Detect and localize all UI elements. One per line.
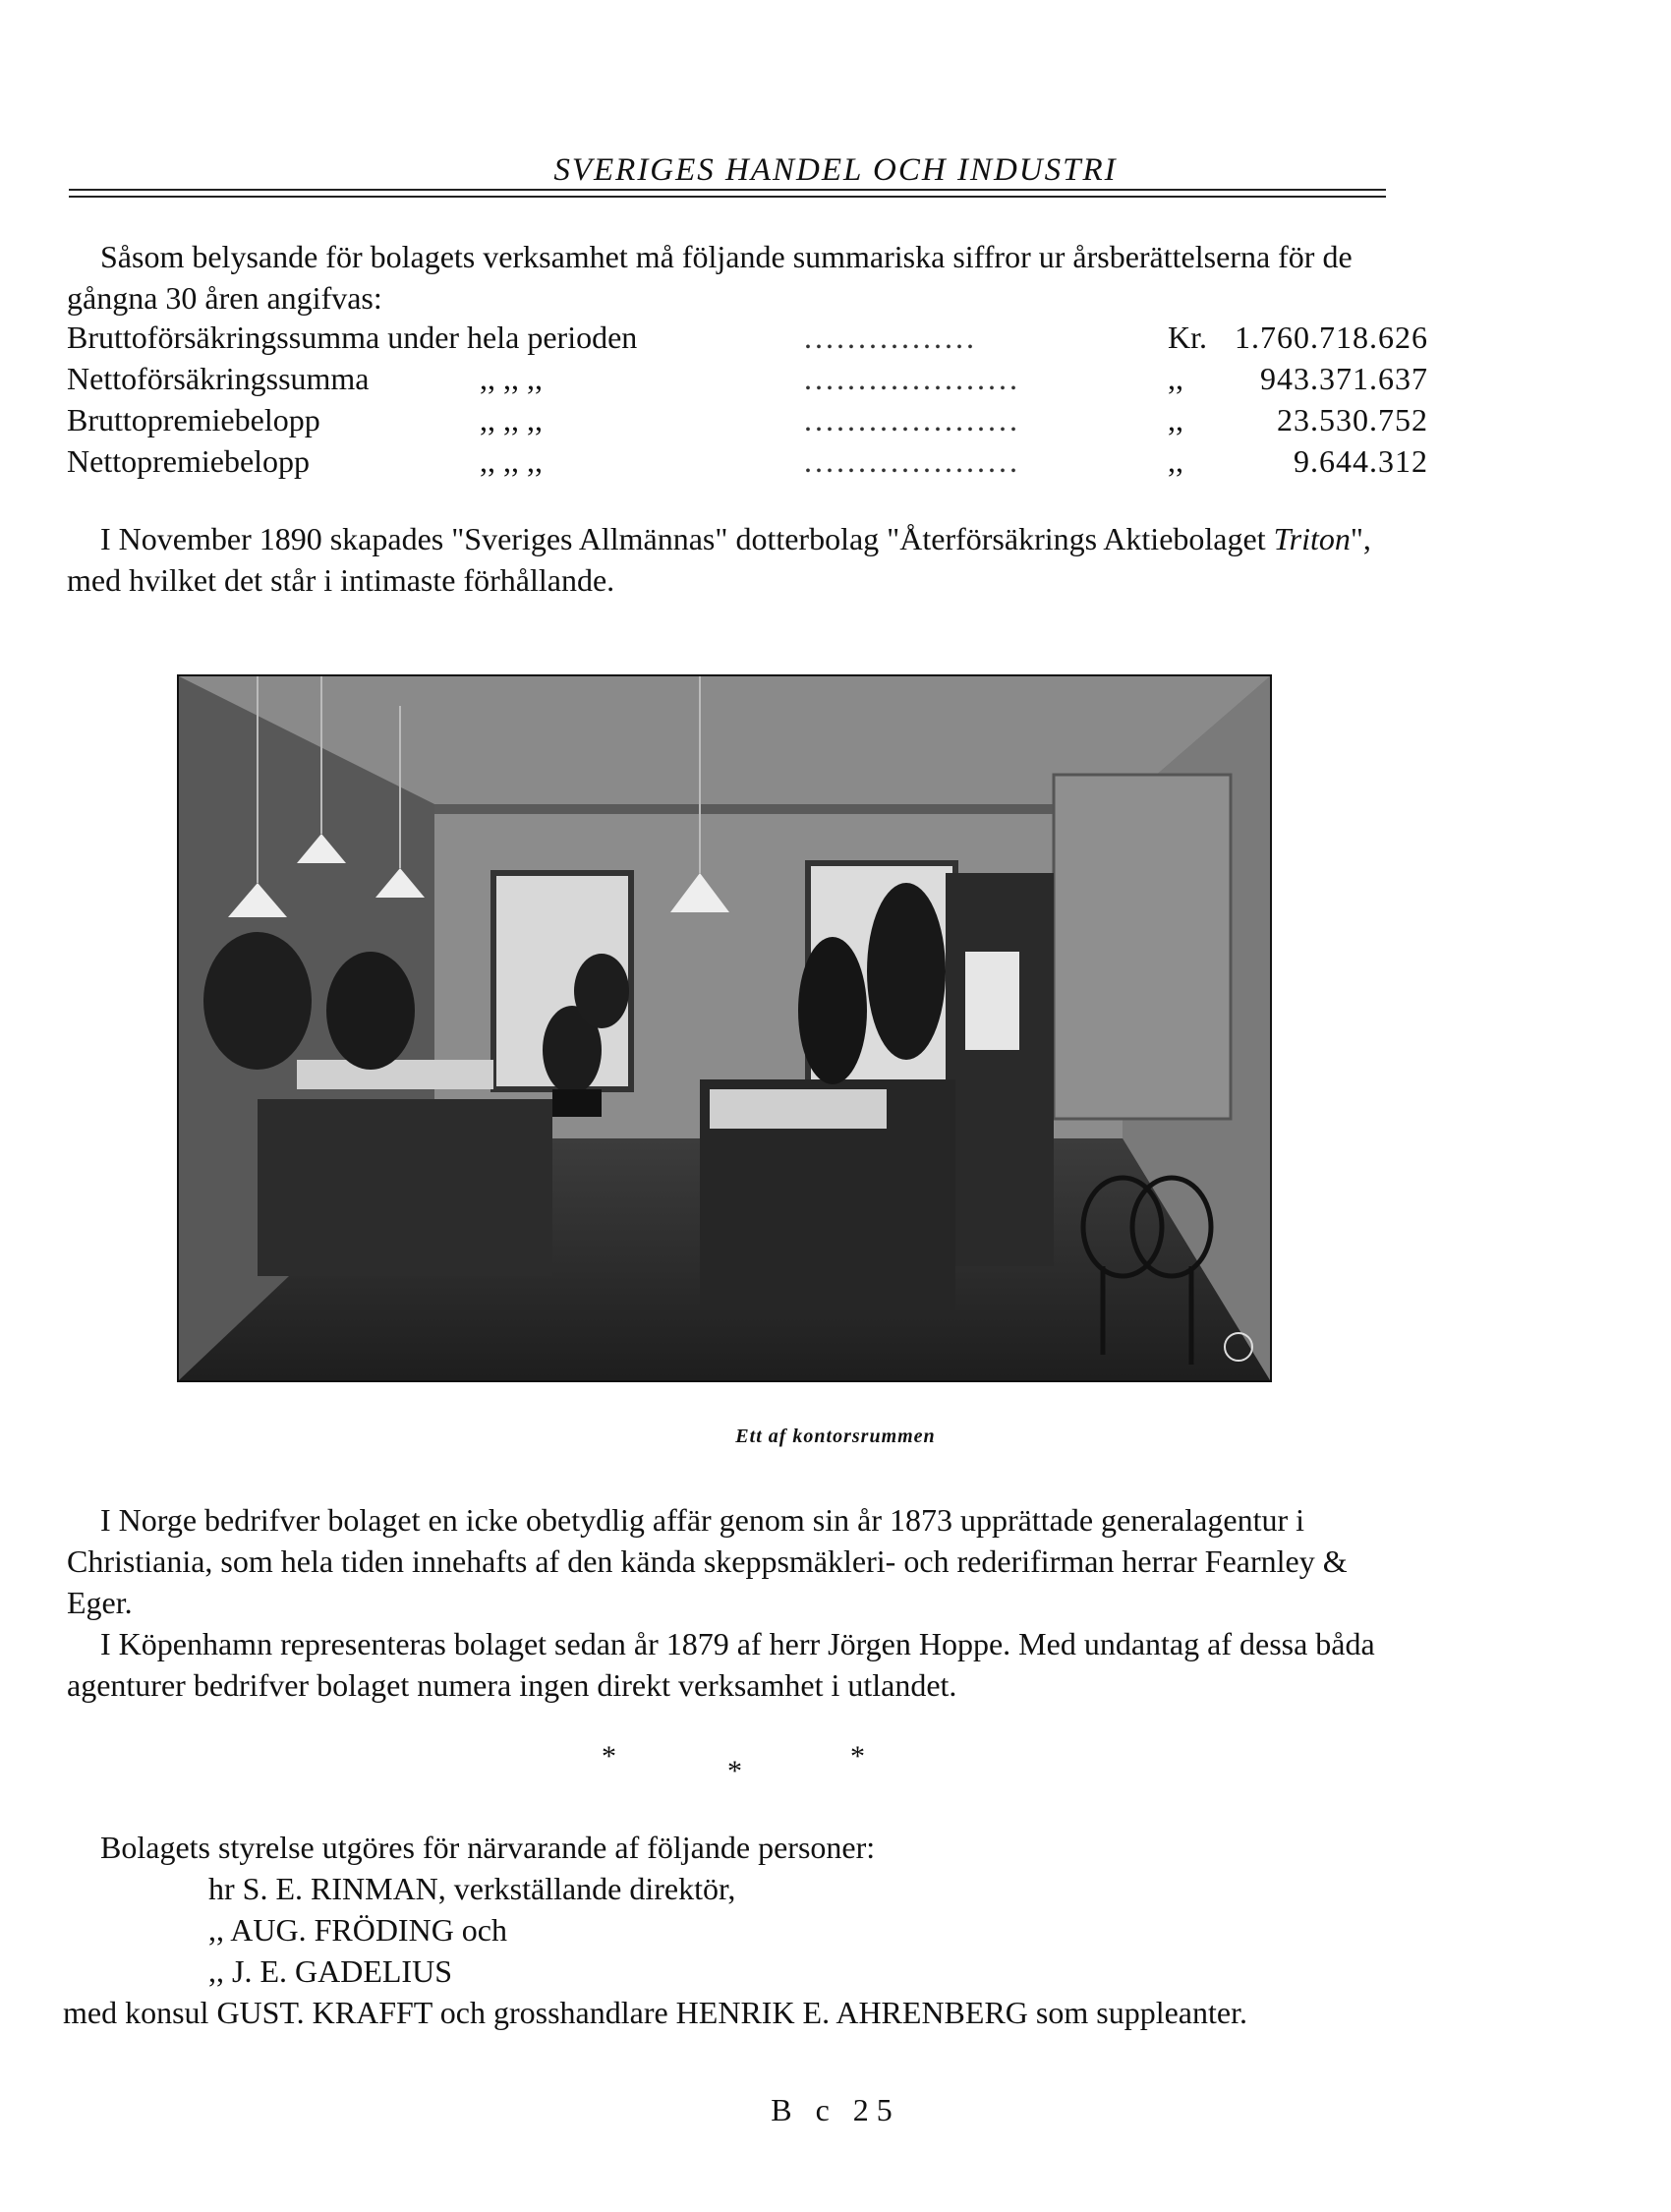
page-folio: B c 25 xyxy=(771,2092,900,2127)
ditto-marks: ,, ,, ,, xyxy=(480,443,543,479)
leader-dots: .................... xyxy=(804,402,1020,437)
currency-ditto: ,, xyxy=(1168,443,1183,479)
figure-label: Nettopremiebelopp xyxy=(67,443,311,479)
figures-row xyxy=(67,361,1428,402)
triton-text-before: I November 1890 skapades "Sveriges Allmännas" dotterbolag "Återförsäkrings Aktiebolaget xyxy=(100,521,1274,556)
separator-asterisk: * xyxy=(602,1740,616,1773)
leader-dots: .................... xyxy=(804,361,1020,396)
figure-value: 1.760.718.626 xyxy=(1235,320,1428,355)
copenhagen-paragraph: I Köpenhamn representeras bolaget sedan år 1879 af herr Jörgen Hoppe. Med undantag af dessa båda agenturer bedrifver bolaget numera ingen direkt verksamhet i utlandet. xyxy=(67,1626,1375,1703)
ditto-marks: ,, ,, ,, xyxy=(480,361,543,396)
office-photo xyxy=(177,674,1272,1382)
board-member: ,, AUG. FRÖDING och xyxy=(208,1912,507,1948)
separator-asterisk: * xyxy=(727,1755,742,1787)
figure-label: Bruttoförsäkringssumma under hela perioden xyxy=(67,320,638,355)
board-member: ,, J. E. GADELIUS xyxy=(208,1953,452,1989)
triton-paragraph xyxy=(67,518,1398,601)
figures-row xyxy=(67,443,1428,485)
triton-name: Triton xyxy=(1273,521,1351,556)
header-rule xyxy=(69,189,1386,191)
separator-asterisk: * xyxy=(850,1740,865,1773)
running-head: SVERIGES HANDEL OCH INDUSTRI xyxy=(553,152,1118,188)
norway-paragraph: I Norge bedrifver bolaget en icke obetydlig affär genom sin år 1873 upprättade generalagentur i Christiania, som hela tiden innehafts af den kända skeppsmäkleri- och rederifirman herrar Fearnley & Eger. xyxy=(67,1502,1348,1620)
board-member: hr S. E. RINMAN, verkställande direktör, xyxy=(208,1871,736,1906)
figure-label: Bruttopremiebelopp xyxy=(67,402,320,437)
leader-dots: ................ xyxy=(804,320,977,355)
board-deputies: med konsul GUST. KRAFFT och grosshandlare HENRIK E. AHRENBERG som suppleanter. xyxy=(63,1995,1247,2030)
figure-value: 9.644.312 xyxy=(1294,443,1428,479)
intro-paragraph: Såsom belysande för bolagets verksamhet må följande summariska siffror ur årsberättelserna för de gångna 30 åren angifvas: xyxy=(67,239,1353,316)
figures-row xyxy=(67,320,1428,361)
triton-text-after: ", med hvilket det står i intimaste förhållande. xyxy=(67,521,1371,598)
photo-caption: Ett af kontorsrummen xyxy=(735,1426,936,1447)
currency-label: Kr. xyxy=(1168,320,1207,355)
figure-value: 23.530.752 xyxy=(1277,402,1428,437)
currency-ditto: ,, xyxy=(1168,402,1183,437)
ditto-marks: ,, ,, ,, xyxy=(480,402,543,437)
currency-ditto: ,, xyxy=(1168,361,1183,396)
figure-value: 943.371.637 xyxy=(1260,361,1428,396)
leader-dots: .................... xyxy=(804,443,1020,479)
figure-label: Nettoförsäkringssumma xyxy=(67,361,370,396)
figures-row xyxy=(67,402,1428,443)
board-intro: Bolagets styrelse utgöres för närvarande af följande personer: xyxy=(100,1830,876,1865)
header-rule-double xyxy=(69,196,1386,198)
